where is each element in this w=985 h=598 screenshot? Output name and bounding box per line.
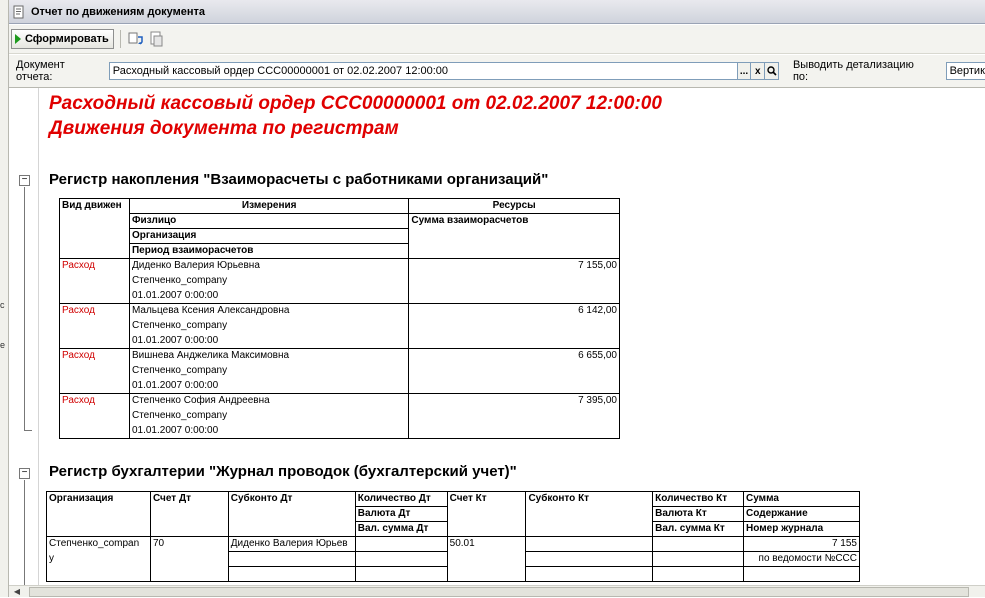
scroll-left-icon[interactable]: ◀ <box>13 587 21 596</box>
table-row <box>60 394 620 409</box>
org-cell: Степченко_company <box>129 364 408 379</box>
register2-table <box>46 491 860 582</box>
document-input[interactable]: Расходный кассовый ордер ССС00000001 от 02.02.2007 12:00:00 <box>109 62 738 80</box>
group-line <box>24 430 32 431</box>
acc-dt-cell: 70 <box>150 537 228 552</box>
report-area <box>9 87 985 585</box>
header-qty-dt: Количество Дт <box>355 492 447 507</box>
generate-report-label: Сформировать <box>25 33 109 45</box>
period-cell: 01.01.2007 0:00:00 <box>129 379 408 394</box>
report-title: Расходный кассовый ордер ССС00000001 от 02.02.2007 12:00:00 <box>49 93 662 114</box>
header-org: Организация <box>47 492 151 507</box>
period-cell: 01.01.2007 0:00:00 <box>129 334 408 349</box>
header-kind: Вид движен <box>60 199 130 214</box>
register2-title: Регистр бухгалтерии "Журнал проводок (бухгалтерский учет)" <box>49 463 517 480</box>
background-mark: е <box>0 340 6 350</box>
select-button[interactable]: ... <box>738 62 752 80</box>
org-cell: Степченко_company <box>129 319 408 334</box>
org-cell: Степченко_company <box>129 409 408 424</box>
org-cell-wrap: y <box>47 552 151 567</box>
play-icon <box>15 34 21 44</box>
sum-cell: 7 155 <box>744 537 860 552</box>
header-period: Период взаиморасчетов <box>129 244 408 259</box>
period-cell: 01.01.2007 0:00:00 <box>129 424 408 439</box>
header-cur-dt: Валюта Дт <box>355 507 447 522</box>
person-cell: Степченко София Андреевна <box>129 394 408 409</box>
header-dimensions: Измерения <box>129 199 408 214</box>
header-resources: Ресурсы <box>409 199 620 214</box>
register1-title: Регистр накопления "Взаиморасчеты с работниками организаций" <box>49 171 549 188</box>
header-acc-dt: Счет Дт <box>150 492 228 507</box>
title-bar[interactable] <box>9 0 985 24</box>
document-label: Документ отчета: <box>16 59 65 83</box>
collapse-icon[interactable]: − <box>19 468 30 479</box>
group-line <box>24 480 25 585</box>
header-sum: Сумма взаиморасчетов <box>409 214 620 229</box>
acc-kt-cell: 50.01 <box>447 537 526 552</box>
header-qty-kt: Количество Кт <box>653 492 744 507</box>
header-content: Содержание <box>744 507 860 522</box>
header-sub-kt: Субконто Кт <box>526 492 653 507</box>
person-cell: Вишнева Анджелика Максимовна <box>129 349 408 364</box>
movement-kind: Расход <box>60 304 130 319</box>
content-cell: по ведомости №ССС <box>744 552 860 567</box>
background-mark: с <box>0 300 5 310</box>
scrollbar-thumb[interactable] <box>29 587 969 597</box>
report-window <box>9 0 985 597</box>
toolbar-separator <box>120 30 121 48</box>
settings-icon[interactable] <box>127 30 145 48</box>
window-title: Отчет по движениям документа <box>31 5 206 18</box>
report-subtitle: Движения документа по регистрам <box>49 118 399 139</box>
movement-kind: Расход <box>60 259 130 274</box>
detail-label: Выводить детализацию по: <box>792 59 914 83</box>
header-acc-kt: Счет Кт <box>447 492 526 507</box>
table-row <box>60 259 620 274</box>
table-row <box>60 304 620 319</box>
header-sum: Сумма <box>744 492 860 507</box>
sum-cell: 7 155,00 <box>409 259 620 274</box>
sum-cell: 6 142,00 <box>409 304 620 319</box>
table-row <box>60 349 620 364</box>
header-person: Физлицо <box>129 214 408 229</box>
register1-table <box>59 198 620 439</box>
toolbar <box>9 25 985 54</box>
document-report-icon <box>12 5 26 19</box>
horizontal-scrollbar[interactable] <box>9 585 985 597</box>
generate-report-button[interactable] <box>11 29 114 49</box>
movement-kind: Расход <box>60 394 130 409</box>
header-sub-dt: Субконто Дт <box>228 492 355 507</box>
group-line <box>24 187 25 430</box>
header-cur-kt: Валюта Кт <box>653 507 744 522</box>
table-row <box>47 537 860 552</box>
header-cursum-kt: Вал. сумма Кт <box>653 522 744 537</box>
org-cell: Степченко_company <box>129 274 408 289</box>
sum-cell: 7 395,00 <box>409 394 620 409</box>
person-cell: Диденко Валерия Юрьевна <box>129 259 408 274</box>
header-cursum-dt: Вал. сумма Дт <box>355 522 447 537</box>
grouping-gutter <box>9 88 39 585</box>
header-journal: Номер журнала <box>744 522 860 537</box>
background-window-edge <box>0 0 9 597</box>
header-org: Организация <box>129 229 408 244</box>
parameters-row <box>9 55 985 87</box>
sum-cell: 6 655,00 <box>409 349 620 364</box>
clear-icon[interactable]: x <box>751 62 765 80</box>
person-cell: Мальцева Ксения Александровна <box>129 304 408 319</box>
collapse-icon[interactable]: − <box>19 175 30 186</box>
movement-kind: Расход <box>60 349 130 364</box>
sub-dt-cell: Диденко Валерия Юрьев <box>228 537 355 552</box>
detail-select[interactable]: Вертик <box>946 62 985 80</box>
org-cell: Степченко_compan <box>47 537 151 552</box>
export-icon[interactable] <box>147 30 165 48</box>
period-cell: 01.01.2007 0:00:00 <box>129 289 408 304</box>
open-icon[interactable] <box>765 62 779 80</box>
